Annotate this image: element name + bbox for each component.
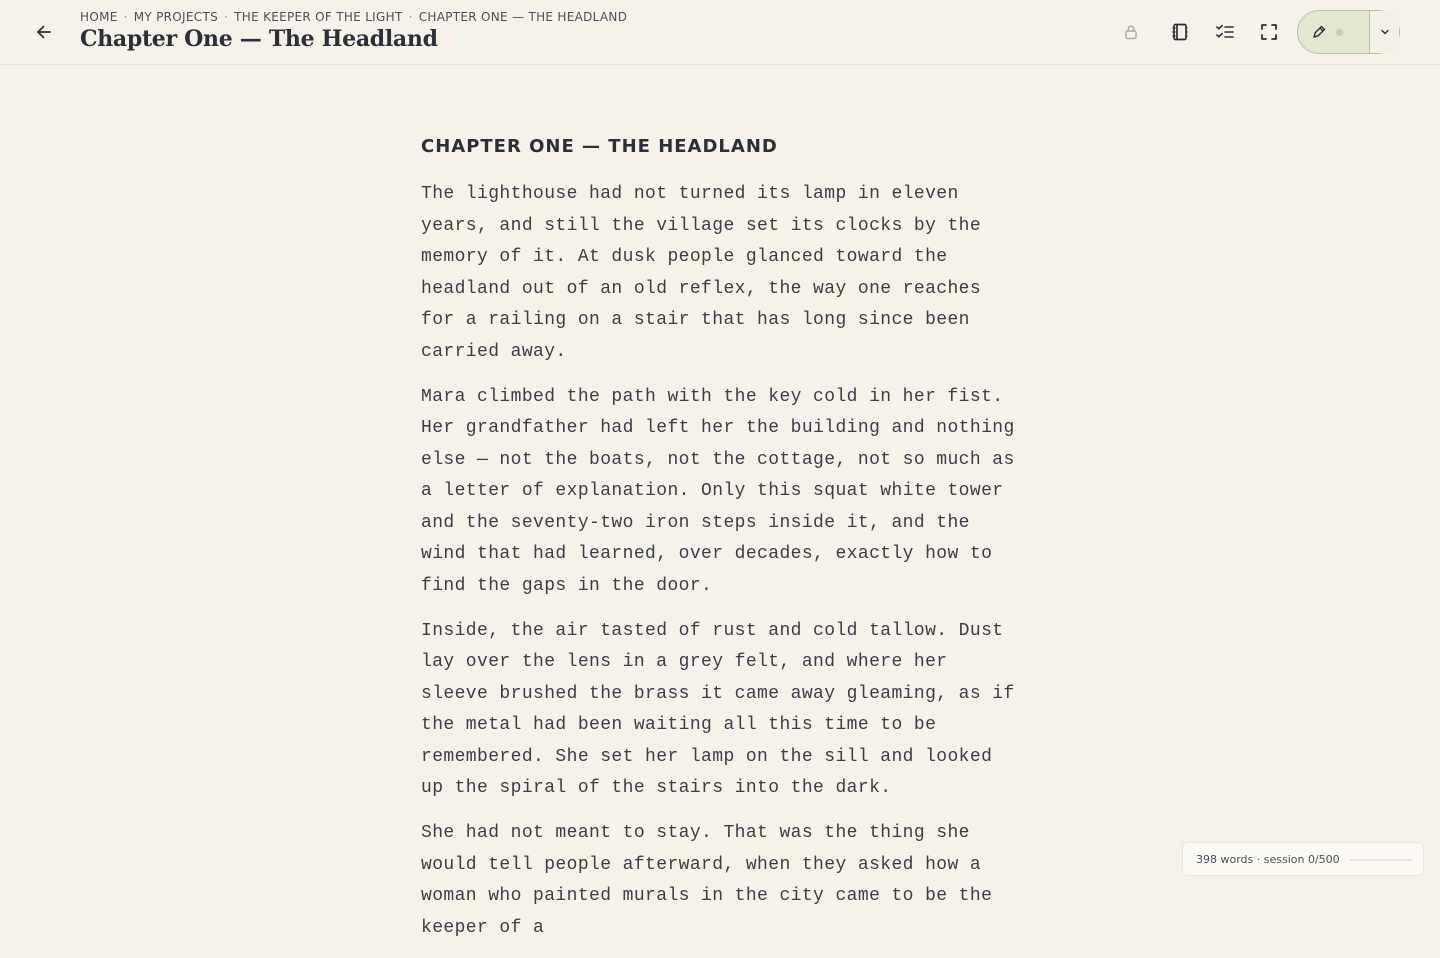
back-button[interactable]: [28, 16, 60, 48]
lock-button[interactable]: [1117, 18, 1145, 46]
writing-mode-toggle: [1297, 10, 1400, 54]
fullscreen-icon: [1259, 22, 1279, 42]
breadcrumb-separator: ·: [408, 10, 413, 24]
breadcrumb-separator: ·: [123, 10, 128, 24]
notebook-icon: [1170, 22, 1190, 42]
chevron-down-icon: [1380, 27, 1390, 37]
breadcrumb-home[interactable]: HOME: [80, 10, 118, 24]
manuscript-paragraph[interactable]: She had not meant to stay. That was the thing she would tell people afterward, when they asked how a woman who painted murals in the city came to be the keeper of a: [421, 823, 993, 938]
notebook-button[interactable]: [1166, 18, 1194, 46]
lock-icon: [1123, 24, 1139, 40]
breadcrumb-chapter: CHAPTER ONE — THE HEADLAND: [418, 10, 628, 24]
session-progress-bar: [1349, 859, 1413, 861]
checklist-icon: [1215, 22, 1235, 42]
breadcrumb: [80, 10, 627, 24]
checklist-button[interactable]: [1211, 18, 1239, 46]
mode-status-dot: [1336, 29, 1343, 36]
chapter-heading[interactable]: CHAPTER ONE — THE HEADLAND: [421, 136, 778, 157]
breadcrumb-my-projects[interactable]: MY PROJECTS: [133, 10, 218, 24]
breadcrumb-project[interactable]: THE KEEPER OF THE LIGHT: [234, 10, 403, 24]
fullscreen-button[interactable]: [1255, 18, 1283, 46]
manuscript-paragraph[interactable]: The lighthouse had not turned its lamp in eleven years, and still the village set its clocks by the memory of it. At dusk people glanced toward the headland out of an old reflex, the way one reaches for a railing on a stair that has long since been carried away.: [421, 184, 982, 362]
manuscript-paragraph[interactable]: Mara climbed the path with the key cold in her fist. Her grandfather had left her the building and nothing else — not the boats, not the cottage, not so much as a letter of explanation. Only this squat white tower and the seventy-two iron steps inside it, and the wind that had learned, over decades, exactly how to find the gaps in the door.: [421, 386, 1015, 596]
page-title: Chapter One — The Headland: [80, 26, 438, 52]
pen-icon: [1311, 24, 1327, 40]
writing-mode-button[interactable]: [1298, 11, 1370, 53]
word-count-text: 398 words · session 0/500: [1196, 852, 1340, 866]
arrow-left-icon: [35, 23, 53, 41]
breadcrumb-separator: ·: [224, 10, 229, 24]
manuscript-paragraph[interactable]: Inside, the air tasted of rust and cold tallow. Dust lay over the lens in a grey felt, and where her sleeve brushed the brass it came away gleaming, as if the metal had been waiting all this time to be remembered. She set her lamp on the sill and looked up the spiral of the stairs into the dark.: [421, 620, 1015, 798]
word-count-status: [1182, 842, 1424, 876]
mode-dropdown-button[interactable]: [1370, 11, 1399, 53]
top-bar: [0, 0, 1440, 65]
manuscript-editor[interactable]: [421, 136, 1021, 958]
